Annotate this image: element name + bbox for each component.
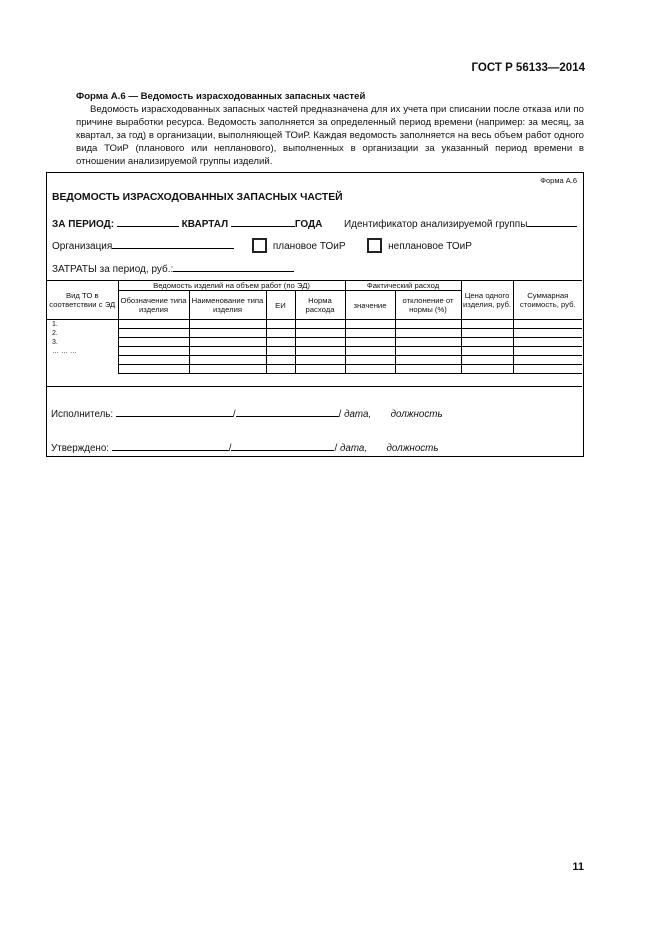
table-cell[interactable] [345, 365, 395, 374]
table-row [47, 329, 582, 338]
col-total-cost: Суммарная стоимость, руб. [513, 281, 582, 320]
col-designation: Обозначение типа изделия [118, 291, 189, 320]
table-cell[interactable] [189, 365, 266, 374]
page-number: 11 [572, 861, 584, 873]
table-cell[interactable] [461, 347, 513, 356]
table-cell[interactable] [461, 320, 513, 329]
organization-label: Организация [52, 241, 113, 252]
table-bottom-line [47, 386, 582, 387]
slash: / [334, 443, 338, 454]
planned-label: плановое ТОиР [272, 241, 346, 252]
table-cell[interactable] [513, 338, 582, 347]
table-cell[interactable] [189, 356, 266, 365]
period-row [52, 216, 577, 230]
executor-name-field[interactable] [116, 406, 233, 417]
table-cell[interactable] [513, 356, 582, 365]
date-label: дата, [344, 409, 372, 420]
table-cell[interactable] [295, 356, 345, 365]
parts-table [47, 280, 582, 374]
table-row [47, 365, 582, 374]
row-number: 3. [52, 339, 58, 346]
table-cell[interactable] [118, 347, 189, 356]
group-actual-header: Фактический расход [345, 281, 461, 291]
planned-checkbox[interactable] [252, 238, 267, 253]
table-cell[interactable] [395, 365, 461, 374]
table-cell[interactable] [118, 329, 189, 338]
table-cell[interactable] [189, 338, 266, 347]
group-id-label: Идентификатор анализируемой группы [343, 219, 528, 230]
table-cell[interactable] [461, 338, 513, 347]
approved-signature-field[interactable] [231, 440, 334, 451]
table-cell[interactable] [513, 320, 582, 329]
approved-label: Утверждено: [51, 443, 110, 454]
table-cell[interactable] [118, 356, 189, 365]
slash: / [338, 409, 342, 420]
table-cell[interactable] [266, 347, 295, 356]
quarter-field[interactable] [231, 216, 295, 227]
spare-parts-form [46, 172, 584, 457]
table-cell[interactable] [345, 356, 395, 365]
organization-row [52, 238, 472, 253]
approved-row [51, 440, 438, 454]
table-cell[interactable] [266, 338, 295, 347]
table-row [47, 338, 582, 347]
form-title: ВЕДОМОСТЬ ИЗРАСХОДОВАННЫХ ЗАПАСНЫХ ЧАСТЕЙ [52, 192, 343, 203]
group-items-header: Ведомость изделий на объем работ (по ЭД) [118, 281, 345, 291]
table-cell[interactable] [295, 365, 345, 374]
table-cell[interactable] [118, 338, 189, 347]
executor-signature-field[interactable] [236, 406, 339, 417]
col-maintenance-type: Вид ТО в соответствии с ЭД [47, 281, 118, 320]
row-number: … … … [52, 348, 77, 355]
costs-row [52, 261, 294, 275]
form-number: Форма А.6 [540, 176, 577, 185]
table-cell[interactable] [266, 356, 295, 365]
table-cell[interactable] [513, 347, 582, 356]
costs-field[interactable] [173, 261, 294, 272]
table-cell[interactable] [513, 329, 582, 338]
row-number: 1. [52, 321, 58, 328]
slash: / [228, 443, 232, 454]
table-cell[interactable] [189, 329, 266, 338]
table-row [47, 356, 582, 365]
table-cell[interactable] [513, 365, 582, 374]
table-cell[interactable] [266, 320, 295, 329]
executor-row [51, 406, 443, 420]
table-cell[interactable] [295, 347, 345, 356]
table-cell[interactable] [461, 365, 513, 374]
table-cell[interactable] [395, 320, 461, 329]
slash: / [232, 409, 236, 420]
table-cell[interactable] [345, 329, 395, 338]
period-field[interactable] [117, 216, 179, 227]
table-cell[interactable] [345, 320, 395, 329]
col-deviation: отклонение от нормы (%) [395, 291, 461, 320]
approved-name-field[interactable] [112, 440, 229, 451]
intro-paragraph: Ведомость израсходованных запасных частей предназначена для их учета при списании после отказа или по причине выработки ресурса. Ведомость заполняется за определенный период времени (например: за месяц, за квартал, за год) в организации, выполняющей ТОиР. Каждая ведомость заполняется на весь объем работ одного вида ТОиР (планового или непланового), выполненных в организации за указанный период времени в отношении анализируемой группы изделий. [76, 104, 584, 167]
col-unit: ЕИ [266, 291, 295, 320]
form-heading: Форма А.6 — Ведомость израсходованных запасных частей [76, 91, 366, 102]
col-value: значение [345, 291, 395, 320]
table-cell[interactable] [295, 338, 345, 347]
table-cell[interactable] [345, 338, 395, 347]
table-row [47, 347, 582, 356]
intro-section [76, 90, 584, 168]
table-cell[interactable] [118, 365, 189, 374]
position-label: должность [386, 443, 439, 454]
unplanned-label: неплановое ТОиР [388, 241, 472, 252]
organization-field[interactable] [112, 238, 234, 249]
table-cell[interactable] [189, 347, 266, 356]
table-cell[interactable] [266, 329, 295, 338]
table-cell[interactable] [118, 320, 189, 329]
position-label: должность [390, 409, 443, 420]
col-norm: Норма расхода [295, 291, 345, 320]
unplanned-checkbox[interactable] [367, 238, 382, 253]
table-cell[interactable] [395, 356, 461, 365]
table-cell[interactable] [461, 329, 513, 338]
table-cell[interactable] [189, 320, 266, 329]
date-label: дата, [339, 443, 368, 454]
group-id-field[interactable] [527, 216, 577, 227]
row-numbers-cell [47, 320, 118, 374]
row-number: 2. [52, 330, 58, 337]
document-standard-number: ГОСТ Р 56133—2014 [471, 62, 585, 74]
col-unit-price: Цена одного изделия, руб. [461, 281, 513, 320]
col-name: Наименование типа изделия [189, 291, 266, 320]
table-cell[interactable] [295, 320, 345, 329]
costs-label: ЗАТРАТЫ за период, руб.: [52, 264, 174, 275]
executor-label: Исполнитель: [51, 409, 114, 420]
table-cell[interactable] [395, 329, 461, 338]
table-row [47, 320, 582, 329]
table-cell[interactable] [395, 338, 461, 347]
year-label: ГОДА [294, 219, 323, 230]
table-cell[interactable] [461, 356, 513, 365]
table-cell[interactable] [266, 365, 295, 374]
table-cell[interactable] [295, 329, 345, 338]
quarter-label: КВАРТАЛ [181, 219, 229, 230]
table-cell[interactable] [345, 347, 395, 356]
period-label: ЗА ПЕРИОД: [52, 219, 115, 230]
table-cell[interactable] [395, 347, 461, 356]
